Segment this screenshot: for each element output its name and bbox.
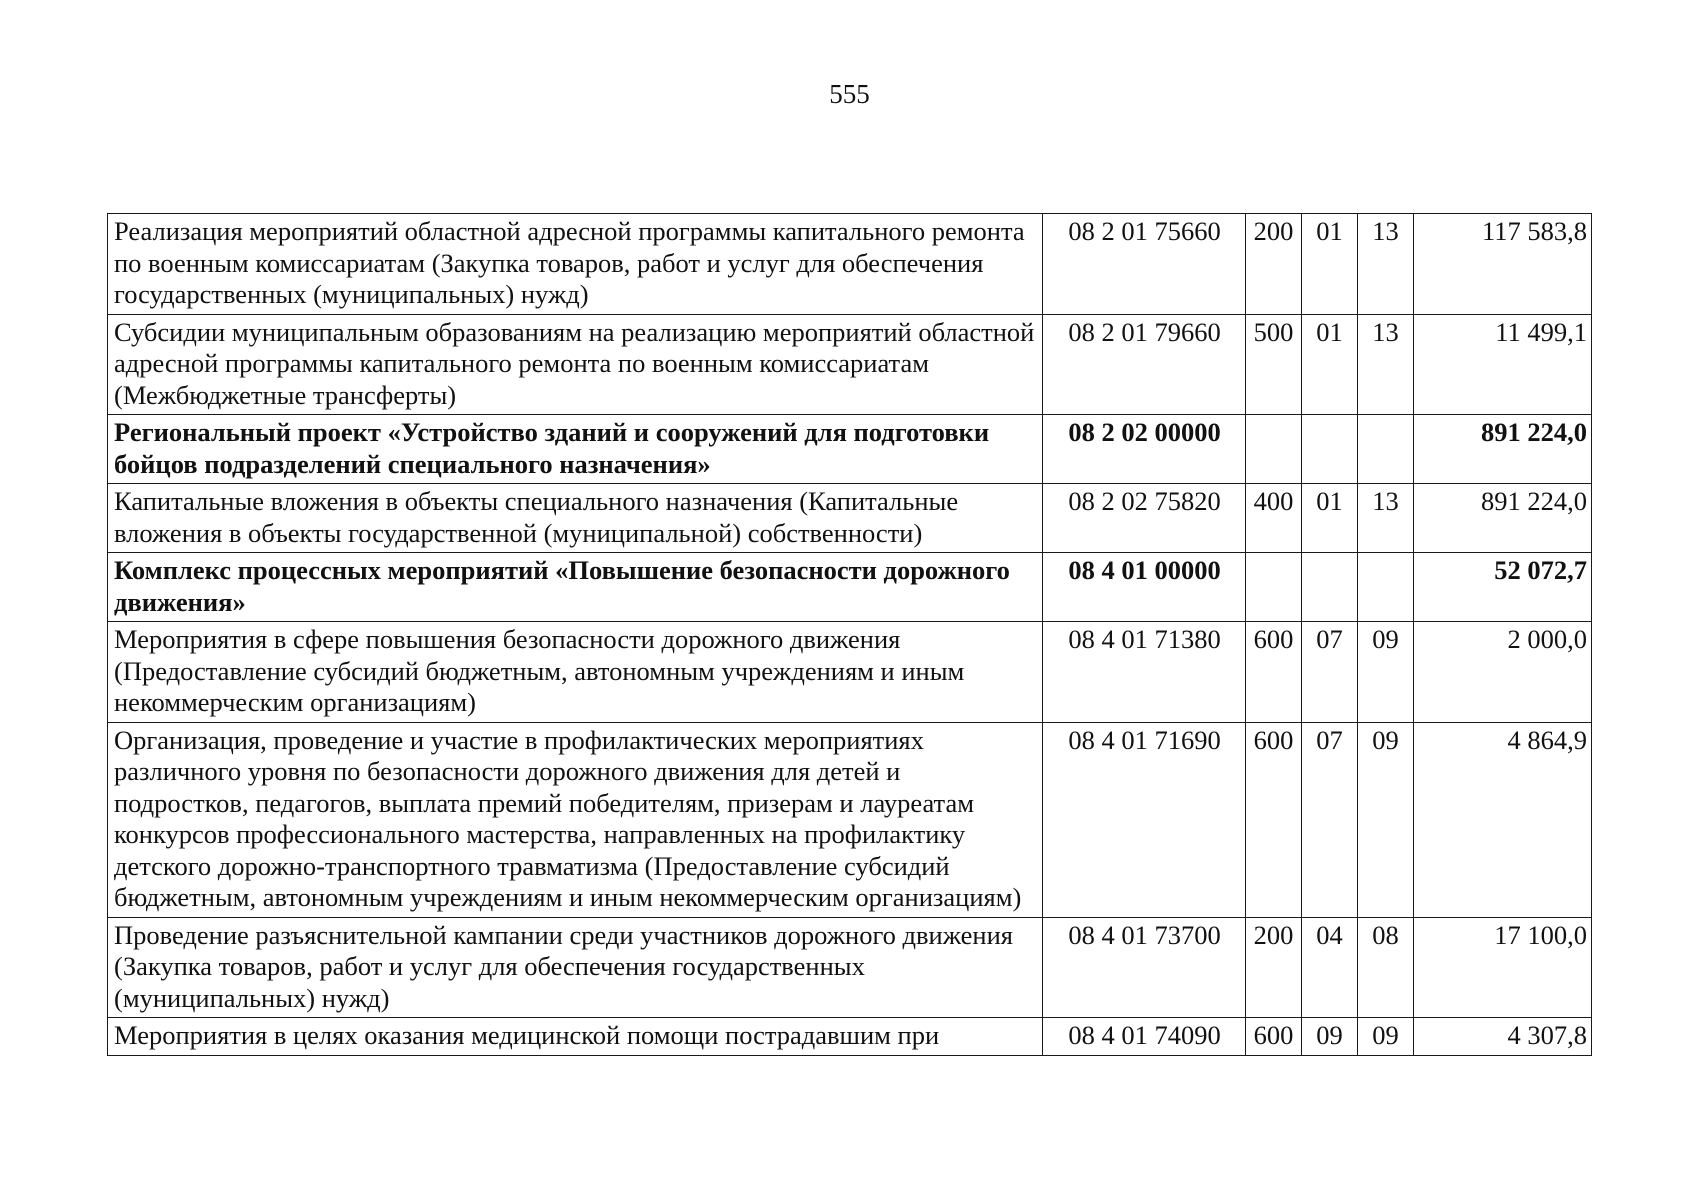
row-subsection bbox=[1358, 553, 1414, 622]
row-section bbox=[1302, 553, 1358, 622]
row-section: 01 bbox=[1302, 314, 1358, 415]
row-subsection: 09 bbox=[1358, 1018, 1414, 1056]
row-description: Реализация мероприятий областной адресной программы капитального ремонта по военным комиссариатам (Закупка товаров, работ и услуг для обеспечения государственных (муниципальных) нужд) bbox=[108, 214, 1043, 315]
row-target-code: 08 2 02 00000 bbox=[1043, 415, 1246, 484]
row-section: 01 bbox=[1302, 214, 1358, 315]
table-row bbox=[108, 917, 1592, 1018]
row-target-code: 08 4 01 71380 bbox=[1043, 622, 1246, 723]
row-amount: 4 864,9 bbox=[1414, 722, 1592, 917]
row-expense-type: 600 bbox=[1246, 1018, 1302, 1056]
table-row bbox=[108, 484, 1592, 553]
row-expense-type: 500 bbox=[1246, 314, 1302, 415]
row-amount: 2 000,0 bbox=[1414, 622, 1592, 723]
row-description: Мероприятия в сфере повышения безопасности дорожного движения (Предоставление субсидий бюджетным, автономным учреждениям и иным некоммерческим организациям) bbox=[108, 622, 1043, 723]
row-description: Организация, проведение и участие в профилактических мероприятиях различного уровня по безопасности дорожного движения для детей и подростков, педагогов, выплата премий победителям, призерам и лауреатам конкурсов профессионального мастерства, направленных на профилактику детского дорожно-транспортного травматизма (Предоставление субсидий бюджетным, автономным учреждениям и иным некоммерческим организациям) bbox=[108, 722, 1043, 917]
row-amount: 891 224,0 bbox=[1414, 484, 1592, 553]
table-row bbox=[108, 553, 1592, 622]
row-subsection: 09 bbox=[1358, 722, 1414, 917]
table-body bbox=[108, 214, 1592, 1056]
row-target-code: 08 4 01 00000 bbox=[1043, 553, 1246, 622]
row-description: Проведение разъяснительной кампании среди участников дорожного движения (Закупка товаров, работ и услуг для обеспечения государственных (муниципальных) нужд) bbox=[108, 917, 1043, 1018]
row-target-code: 08 4 01 74090 bbox=[1043, 1018, 1246, 1056]
row-amount: 52 072,7 bbox=[1414, 553, 1592, 622]
row-section: 01 bbox=[1302, 484, 1358, 553]
row-expense-type: 600 bbox=[1246, 622, 1302, 723]
row-subsection: 13 bbox=[1358, 484, 1414, 553]
row-expense-type: 600 bbox=[1246, 722, 1302, 917]
budget-table bbox=[107, 213, 1592, 1056]
row-target-code: 08 2 01 79660 bbox=[1043, 314, 1246, 415]
row-expense-type: 200 bbox=[1246, 917, 1302, 1018]
row-amount: 4 307,8 bbox=[1414, 1018, 1592, 1056]
row-section: 04 bbox=[1302, 917, 1358, 1018]
row-subsection: 09 bbox=[1358, 622, 1414, 723]
row-section bbox=[1302, 415, 1358, 484]
row-description: Капитальные вложения в объекты специального назначения (Капитальные вложения в объекты государственной (муниципальной) собственности) bbox=[108, 484, 1043, 553]
table-row bbox=[108, 214, 1592, 315]
row-subsection bbox=[1358, 415, 1414, 484]
row-expense-type: 400 bbox=[1246, 484, 1302, 553]
row-section: 07 bbox=[1302, 622, 1358, 723]
row-amount: 891 224,0 bbox=[1414, 415, 1592, 484]
table-row bbox=[108, 622, 1592, 723]
row-subsection: 13 bbox=[1358, 314, 1414, 415]
row-expense-type bbox=[1246, 415, 1302, 484]
row-section: 09 bbox=[1302, 1018, 1358, 1056]
row-subsection: 08 bbox=[1358, 917, 1414, 1018]
row-amount: 17 100,0 bbox=[1414, 917, 1592, 1018]
row-amount: 117 583,8 bbox=[1414, 214, 1592, 315]
row-description: Региональный проект «Устройство зданий и сооружений для подготовки бойцов подразделений специального назначения» bbox=[108, 415, 1043, 484]
row-expense-type: 200 bbox=[1246, 214, 1302, 315]
row-description: Мероприятия в целях оказания медицинской помощи пострадавшим при bbox=[108, 1018, 1043, 1056]
table-row bbox=[108, 314, 1592, 415]
row-target-code: 08 2 01 75660 bbox=[1043, 214, 1246, 315]
row-description: Комплекс процессных мероприятий «Повышение безопасности дорожного движения» bbox=[108, 553, 1043, 622]
row-expense-type bbox=[1246, 553, 1302, 622]
row-section: 07 bbox=[1302, 722, 1358, 917]
row-target-code: 08 4 01 71690 bbox=[1043, 722, 1246, 917]
row-subsection: 13 bbox=[1358, 214, 1414, 315]
table-row bbox=[108, 722, 1592, 917]
table-row bbox=[108, 1018, 1592, 1056]
page-number: 555 bbox=[829, 79, 870, 109]
row-amount: 11 499,1 bbox=[1414, 314, 1592, 415]
row-target-code: 08 2 02 75820 bbox=[1043, 484, 1246, 553]
table-row bbox=[108, 415, 1592, 484]
row-description: Субсидии муниципальным образованиям на реализацию мероприятий областной адресной программы капитального ремонта по военным комиссариатам (Межбюджетные трансферты) bbox=[108, 314, 1043, 415]
row-target-code: 08 4 01 73700 bbox=[1043, 917, 1246, 1018]
